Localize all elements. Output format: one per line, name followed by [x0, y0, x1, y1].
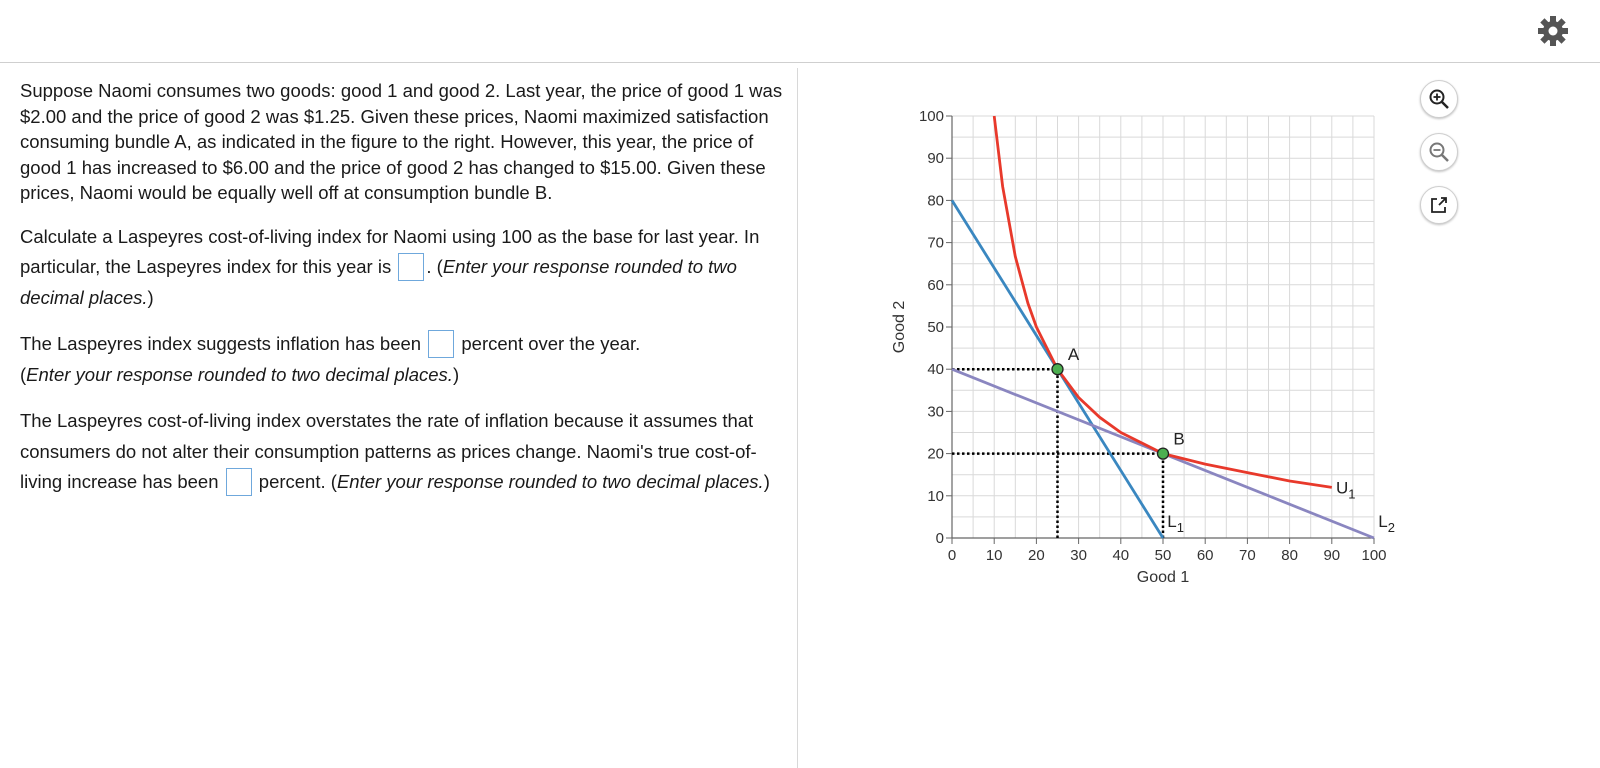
curve-label-u1: $U_1$	[1336, 478, 1356, 502]
popout-icon	[1428, 194, 1450, 216]
y-tick-label: 100	[918, 108, 944, 125]
zoom-in-icon	[1428, 88, 1450, 110]
point-b	[1158, 448, 1169, 459]
y-tick-label: 50	[927, 319, 944, 336]
zoom-out-button[interactable]	[1420, 133, 1458, 171]
y-tick-label: 10	[927, 487, 944, 505]
x-tick-label: 20	[1028, 547, 1045, 564]
chart-grid	[952, 116, 1374, 538]
chart-curve-labels	[1167, 478, 1395, 535]
curve-label-l1: $L_1$	[1167, 512, 1184, 536]
x-tick-label: 10	[985, 547, 1003, 564]
y-tick-label: 0	[935, 530, 944, 547]
point-label-a: A	[1067, 345, 1080, 365]
point-a	[1052, 364, 1063, 375]
top-bar	[0, 0, 1600, 63]
y-tick-label: 20	[927, 445, 944, 463]
indifference-chart	[880, 86, 1440, 616]
chart-points	[1052, 345, 1185, 459]
question-intro: Suppose Naomi consumes two goods: good 1 and good 2. Last year, the price of good 1 was $2.00 and the price of good 2 was $1.25. Given these prices, Naomi maximized satisfaction consuming bundle A, as indicated in the figure to the right. However, this year, the price of good 1 has increased to $6.00 and the price of good 2 has changed to $15.00. Given these prices, Naomi would be equally well off at consumption bundle B.	[20, 80, 783, 203]
curve-label-l2: $L_2$	[1378, 512, 1395, 536]
laspeyres-close: )	[147, 286, 154, 308]
laspeyres-instruction: Enter your response rounded to two decimal places.	[20, 256, 737, 308]
x-tick-label: 50	[1154, 547, 1172, 564]
laspeyres-index-input[interactable]	[398, 253, 424, 281]
popout-button[interactable]	[1420, 186, 1458, 224]
zoom-out-icon	[1428, 141, 1450, 163]
x-tick-label: 100	[1361, 547, 1387, 564]
x-tick-label: 40	[1112, 547, 1130, 564]
x-axis-label: Good 1	[1136, 569, 1190, 586]
inflation-close: )	[452, 363, 460, 385]
true-increase-instruction: Enter your response rounded to two decimal places.	[336, 471, 764, 492]
inflation-percent-input[interactable]	[428, 330, 454, 358]
question-inflation	[20, 329, 795, 390]
panel-divider	[797, 68, 798, 768]
x-tick-label: 60	[1196, 547, 1214, 564]
true-increase-close: )	[763, 471, 770, 492]
y-tick-label: 30	[927, 403, 944, 421]
point-label-b: B	[1173, 429, 1185, 449]
question-true-increase	[20, 406, 795, 498]
true-increase-input[interactable]	[226, 468, 252, 496]
y-tick-label: 40	[927, 361, 944, 379]
inflation-open: (	[20, 363, 27, 385]
true-increase-text-after: percent. (	[258, 471, 337, 492]
inflation-text-after: percent over the year.	[461, 333, 641, 354]
gear-icon[interactable]	[1536, 14, 1570, 48]
x-tick-label: 70	[1239, 547, 1256, 564]
x-tick-label: 0	[947, 547, 957, 564]
inflation-text: The Laspeyres index suggests inflation has been	[20, 333, 422, 354]
question-laspeyres	[20, 222, 795, 314]
zoom-in-button[interactable]	[1420, 80, 1458, 118]
x-tick-label: 80	[1281, 547, 1298, 564]
laspeyres-text-after: . (	[426, 256, 443, 277]
x-tick-label: 90	[1323, 547, 1341, 564]
y-tick-label: 70	[927, 234, 944, 252]
true-increase-text: The Laspeyres cost-of-living index overstates the rate of inflation because it assumes that consumers do not alter their consumption patterns as prices change. Naomi's true cost-of-living increase has been	[20, 410, 757, 492]
inflation-instruction: Enter your response rounded to two decimal places.	[26, 363, 453, 385]
y-axis-label: Good 2	[891, 300, 908, 354]
x-tick-label: 30	[1070, 547, 1087, 564]
laspeyres-text: Calculate a Laspeyres cost-of-living index for Naomi using 100 as the base for last year. In particular, the Laspeyres index for this year is	[20, 225, 760, 277]
question-panel	[20, 78, 795, 514]
y-tick-label: 60	[927, 276, 944, 294]
y-tick-label: 90	[927, 150, 944, 168]
y-tick-label: 80	[927, 192, 944, 210]
